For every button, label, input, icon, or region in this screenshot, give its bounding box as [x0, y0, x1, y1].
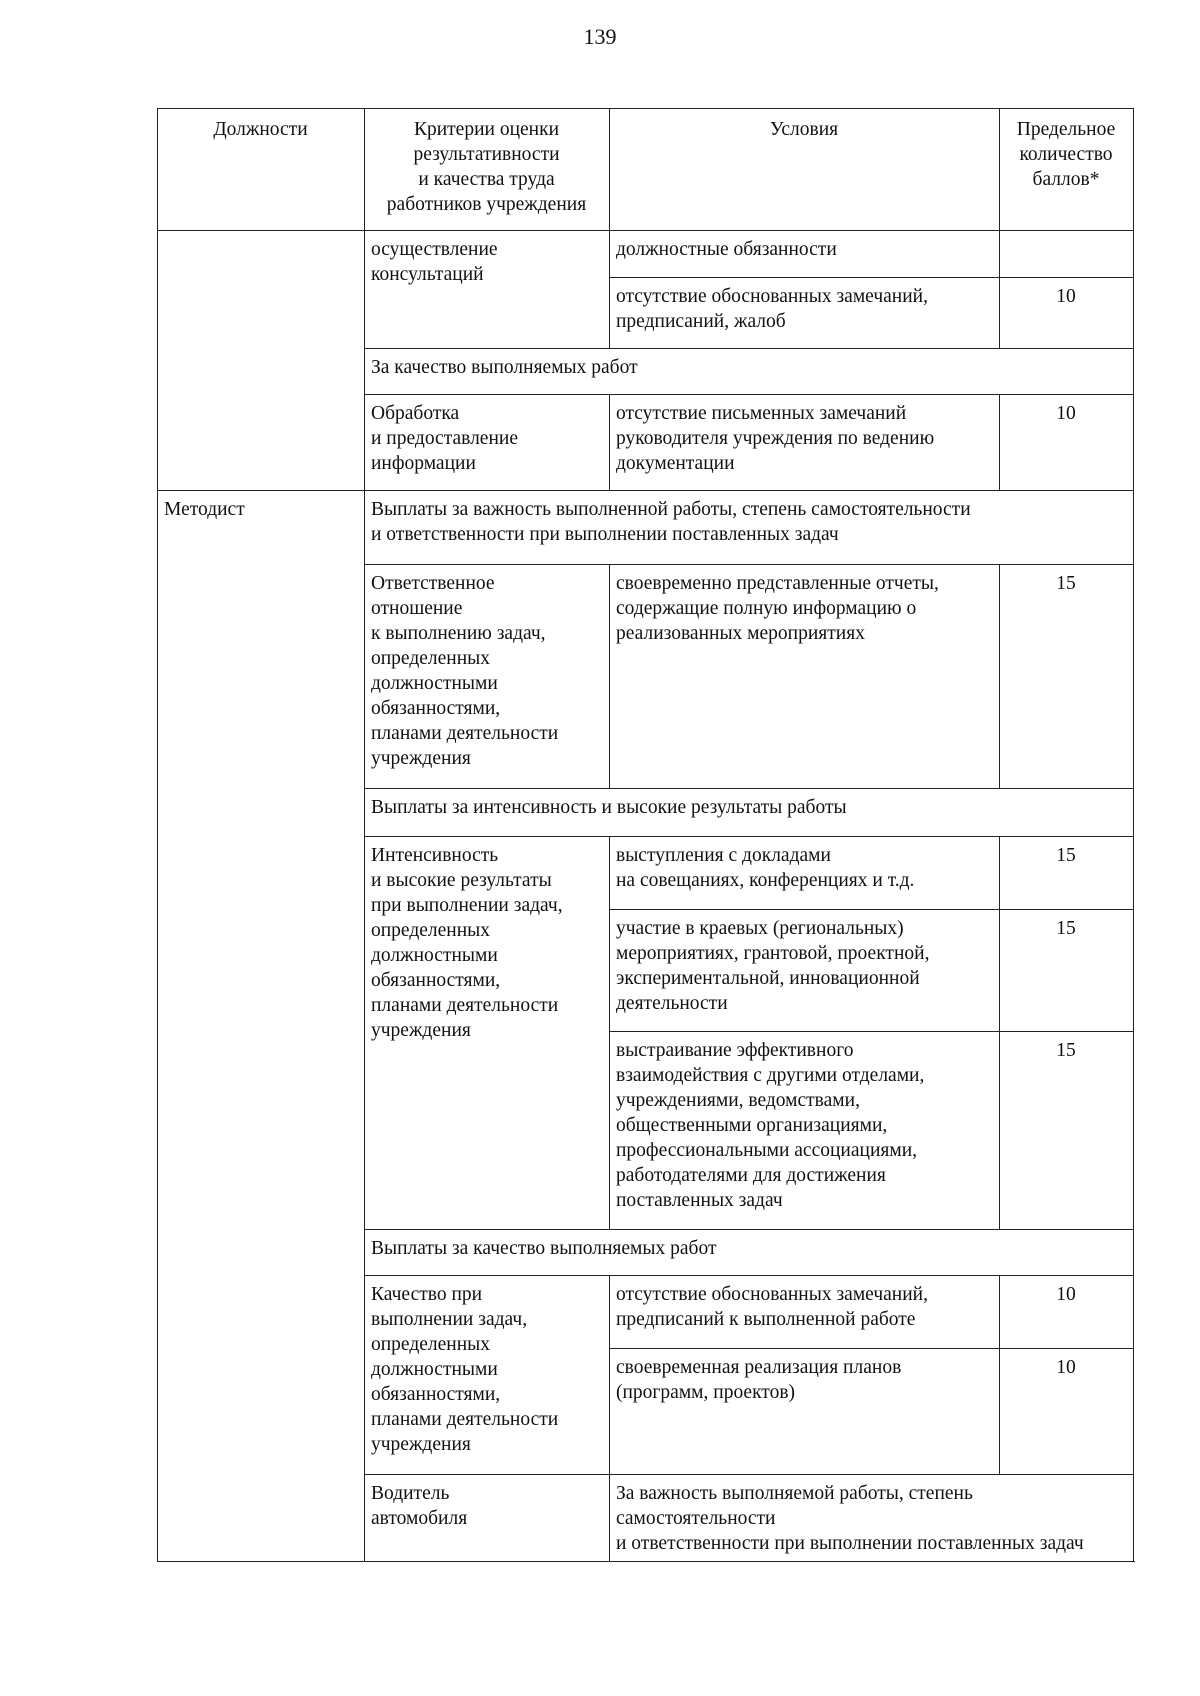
text-line: Критерии оценки [413, 119, 560, 140]
text-line: учреждения [371, 1434, 471, 1455]
text-line: деятельности [616, 993, 728, 1014]
condition-cell [610, 278, 1000, 349]
text-line: Водитель [371, 1483, 450, 1504]
position-driver [365, 1475, 610, 1562]
points-cell: 10 [1000, 395, 1134, 491]
text-line: содержащие полную информацию о [616, 598, 917, 619]
text-line: определенных [371, 1334, 491, 1355]
text-line: руководителя учреждения по ведению [616, 428, 935, 449]
section-heading [610, 1475, 1134, 1562]
page-number: 139 [583, 24, 617, 49]
text-line: на совещаниях, конференциях и т.д. [616, 870, 915, 891]
text-line: своевременная реализация планов [616, 1357, 902, 1378]
criterion-cell [365, 1276, 610, 1475]
points-cell: 10 [1000, 1276, 1134, 1349]
header-conditions: Условия [610, 109, 1000, 231]
text-line: и качества труда [418, 169, 555, 190]
condition-cell [610, 1032, 1000, 1230]
condition-cell [610, 395, 1000, 491]
text-line: и предоставление [371, 428, 518, 449]
text-line: планами деятельности [371, 1409, 559, 1430]
text-line: Качество при [371, 1284, 483, 1305]
text-line: обязанностями, [371, 970, 501, 991]
header-position: Должности [158, 109, 365, 231]
text-line: отношение [371, 598, 463, 619]
text-line: должностными [371, 1359, 498, 1380]
text-line: профессиональными ассоциациями, [616, 1140, 918, 1161]
text-line: осуществление [371, 239, 498, 260]
text-line: обязанностями, [371, 698, 501, 719]
text-line: и высокие результаты [371, 870, 552, 891]
condition-cell [610, 1276, 1000, 1349]
text-line: предписаний, жалоб [616, 311, 786, 332]
text-line: работников учреждения [386, 194, 587, 215]
text-line: должностными [371, 945, 498, 966]
text-line: взаимодействия с другими отделами, [616, 1065, 925, 1086]
text-line: отсутствие письменных замечаний [616, 403, 907, 424]
position-cell-empty [158, 231, 365, 491]
text-line: выстраивание эффективного [616, 1040, 854, 1061]
text-line: определенных [371, 648, 491, 669]
table-row [158, 231, 1134, 278]
text-line: За важность выполняемой работы, степень самостоятельности [616, 1483, 973, 1529]
section-heading [365, 491, 1134, 565]
section-heading: За качество выполняемых работ [365, 349, 1134, 395]
text-line: (программ, проектов) [616, 1382, 796, 1403]
section-row [158, 491, 1134, 565]
text-line: Обработка [371, 403, 460, 424]
text-line: общественными организациями, [616, 1115, 888, 1136]
text-line: планами деятельности [371, 723, 559, 744]
text-line: отсутствие обоснованных замечаний, [616, 286, 928, 307]
text-line: определенных [371, 920, 491, 941]
text-line: предписаний к выполненной работе [616, 1309, 916, 1330]
condition-cell [610, 910, 1000, 1032]
text-line: учреждения [371, 1020, 471, 1041]
section-heading: Выплаты за качество выполняемых работ [365, 1230, 1134, 1276]
text-line: учреждения [371, 748, 471, 769]
section-heading: Выплаты за интенсивность и высокие результаты работы [365, 789, 1134, 837]
text-line: поставленных задач [616, 1190, 783, 1211]
text-line: и ответственности при выполнении поставленных задач [371, 524, 839, 545]
text-line: Выплаты за важность выполненной работы, степень самостоятельности [371, 499, 971, 520]
criterion-cell [365, 231, 610, 349]
text-line: информации [371, 453, 476, 474]
criterion-cell [365, 395, 610, 491]
criterion-cell [365, 565, 610, 789]
points-cell: 15 [1000, 910, 1134, 1032]
points-cell: 15 [1000, 837, 1134, 910]
header-max-points [1000, 109, 1134, 231]
position-methodist: Методист [158, 491, 365, 1562]
text-line: планами деятельности [371, 995, 559, 1016]
text-line: участие в краевых (региональных) [616, 918, 904, 939]
condition-cell [610, 565, 1000, 789]
points-cell: 15 [1000, 565, 1134, 789]
text-line: отсутствие обоснованных замечаний, [616, 1284, 928, 1305]
criterion-cell [365, 837, 610, 1230]
text-line: должностными [371, 673, 498, 694]
text-line: выступления с докладами [616, 845, 831, 866]
points-cell: 15 [1000, 1032, 1134, 1230]
text-line: обязанностями, [371, 1384, 501, 1405]
text-line: при выполнении задач, [371, 895, 563, 916]
condition-cell: должностные обязанности [610, 231, 1000, 278]
condition-cell [610, 837, 1000, 910]
text-line: Ответственное [371, 573, 495, 594]
text-line: к выполнению задач, [371, 623, 546, 644]
text-line: работодателями для достижения [616, 1165, 886, 1186]
criteria-table [157, 108, 1134, 1562]
condition-cell [610, 1349, 1000, 1475]
text-line: количество [1019, 144, 1113, 165]
text-line: выполнении задач, [371, 1309, 528, 1330]
text-line: и ответственности при выполнении поставленных задач [616, 1533, 1084, 1554]
text-line: Интенсивность [371, 845, 499, 866]
points-cell: 10 [1000, 1349, 1134, 1475]
text-line: реализованных мероприятиях [616, 623, 865, 644]
text-line: экспериментальной, инновационной [616, 968, 920, 989]
header-criteria [365, 109, 610, 231]
text-line: своевременно представленные отчеты, [616, 573, 939, 594]
points-cell [1000, 231, 1134, 278]
text-line: консультаций [371, 264, 484, 285]
text-line: учреждениями, ведомствами, [616, 1090, 860, 1111]
text-line: мероприятиях, грантовой, проектной, [616, 943, 930, 964]
text-line: Предельное [1016, 119, 1116, 140]
text-line: результативности [413, 144, 560, 165]
text-line: баллов* [1032, 169, 1100, 190]
points-cell: 10 [1000, 278, 1134, 349]
text-line: автомобиля [371, 1508, 468, 1529]
text-line: документации [616, 453, 735, 474]
table-header-row [158, 109, 1134, 231]
